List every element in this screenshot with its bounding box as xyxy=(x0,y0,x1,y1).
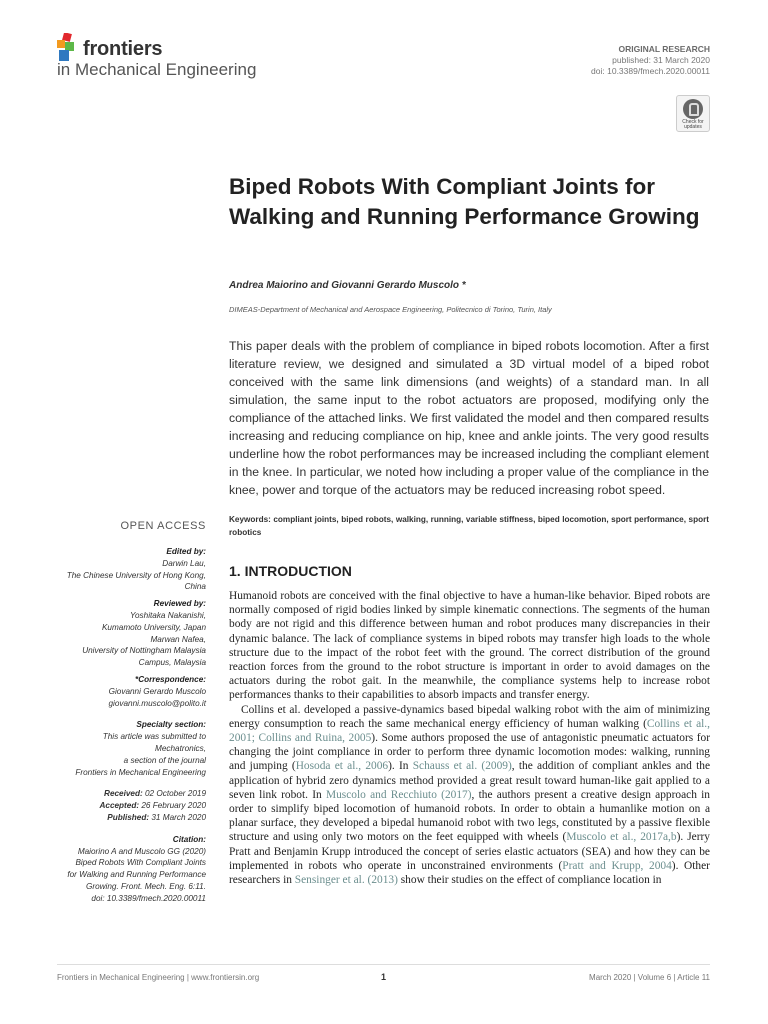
published-value: 31 March 2020 xyxy=(151,812,206,822)
citation-link[interactable]: Hosoda et al., 2006 xyxy=(295,760,389,773)
text-run: ). Some authors proposed the use of antagonistic pneumatic actuators for changing the joint compliance in order to perform three dynamic locomotion modes: walking, running and jumping ( xyxy=(229,732,710,773)
abstract: This paper deals with the problem of compliance in biped robots locomotion. After a first literature review, we designed and simulated a 3D virtual model of a biped robot conceived with the same link dimensions (and weights) of a standard man. In all simulation, the same input to the robot actuators are proposed, modifying only the compliance of the attached links. We first validated the model and then compared results increasing and reducing compliance on hip, knee and ankle joints. The very good results underline how the robot performances may be increased including the compliant element in the knee. In particular, we noted how including a proper value of the compliance in the knee, power and torque of the actuators may be reduced increasing robot speed. xyxy=(229,339,709,497)
received-date xyxy=(40,788,206,800)
specialty-line: a section of the journal xyxy=(123,755,206,765)
editor-line: China xyxy=(184,582,206,592)
affiliation: DIMEAS-Department of Mechanical and Aerospace Engineering, Politecnico di Torino, Turin, Italy xyxy=(229,305,552,314)
citation-line: Growing. Front. Mech. Eng. 6:11. xyxy=(86,881,206,891)
page-number: 1 xyxy=(381,972,387,982)
received-value: 02 October 2019 xyxy=(145,789,206,799)
open-access-label: OPEN ACCESS xyxy=(120,520,206,532)
reviewer-line: Campus, Malaysia xyxy=(138,658,206,668)
text-run: ). Other researchers in xyxy=(229,859,710,887)
correspondence-heading: *Correspondence: xyxy=(135,674,206,684)
brand-name: frontiers xyxy=(83,38,163,60)
article-title: Biped Robots With Compliant Joints for Walking and Running Performance Growing xyxy=(229,174,700,229)
specialty-section xyxy=(40,719,206,778)
correspondence-section xyxy=(40,674,206,709)
reviewer-line: University of Nottingham Malaysia xyxy=(82,646,206,656)
accepted-date xyxy=(40,800,206,812)
text-run: ). In xyxy=(388,760,413,773)
article-meta xyxy=(591,44,710,77)
specialty-line: This article was submitted to xyxy=(102,732,206,742)
citation-section xyxy=(40,834,206,905)
reviewer-line: Yoshitaka Nakanishi, xyxy=(129,610,206,620)
correspondence-name: Giovanni Gerardo Muscolo xyxy=(108,686,206,696)
authors: Andrea Maiorino and Giovanni Gerardo Muscolo * xyxy=(229,280,466,291)
article-type: ORIGINAL RESEARCH xyxy=(618,44,710,54)
journal-name: in Mechanical Engineering xyxy=(57,60,257,79)
article-doi[interactable]: doi: 10.3389/fmech.2020.00011 xyxy=(591,66,710,76)
section-heading-introduction: 1. INTRODUCTION xyxy=(229,563,352,579)
footer-journal[interactable]: Frontiers in Mechanical Engineering | www.frontiersin.org xyxy=(57,973,260,982)
check-for-updates-label: Check for updates xyxy=(682,119,704,130)
received-label: Received: xyxy=(104,789,143,799)
accepted-value: 26 February 2020 xyxy=(141,801,206,811)
edited-by-heading: Edited by: xyxy=(166,547,206,556)
specialty-heading: Specialty section: xyxy=(136,720,206,730)
text-run: Collins et al. developed a passive-dynamics based bipedal walking robot with the aim of minimizing energy consumption to reach the same mechanical energy efficiency of human walking ( xyxy=(229,703,710,730)
published-label: Published: xyxy=(107,812,150,822)
intro-paragraph-1: Humanoid robots are conceived with the final objective to have a human-like behavior. Biped robots are normally composed of rigid bodies linked by simple kinematic connections. The segments of the human body are not rigid and this difference between human and robot produces many discrepancies in their dynamic balance. The lack of compliance systems in biped robots may transfer high loads to the whole structure due to the impact of the robot feet with the ground. The correct distribution of the ground reaction forces from the ground to the robot structure is important in order to avoid damages on the actuators during the robot gait. In the meanwhile, the compliance systems help to increase robot performances thanks to their capabilities to absorb impacts and transfer energy. xyxy=(229,590,710,702)
introduction-body xyxy=(229,589,710,887)
intro-paragraph-2 xyxy=(229,703,710,888)
dates-section xyxy=(40,788,206,823)
article-sidebar xyxy=(40,546,206,910)
frontiers-logo-icon xyxy=(57,33,79,63)
reviewer-line: Kumamoto University, Japan xyxy=(101,622,206,632)
correspondence-email[interactable]: giovanni.muscolo@polito.it xyxy=(108,698,206,708)
editor-line: Darwin Lau, xyxy=(162,558,206,568)
footer-divider xyxy=(57,964,710,965)
citation-link[interactable]: Muscolo et al., 2017a,b xyxy=(566,831,677,844)
edited-by-section xyxy=(40,546,206,593)
published-date: published: 31 March 2020 xyxy=(612,55,710,65)
citation-line: for Walking and Running Performance xyxy=(67,870,206,880)
specialty-line: Mechatronics, xyxy=(155,743,206,753)
text-run: ). Jerry Pratt and Benjamin Krupp introduced the concept of series elastic actuators (SEA) and how they can be implemented in robots who operate in unconstrained environments ( xyxy=(229,831,710,872)
citation-line: Maiorino A and Muscolo GG (2020) xyxy=(77,846,206,856)
keywords: Keywords: compliant joints, biped robots, walking, running, variable stiffness, biped locomotion, sport performance, sport robotics xyxy=(229,515,709,537)
citation-link[interactable]: Pratt and Krupp, 2004 xyxy=(562,859,672,872)
editor-line: The Chinese University of Hong Kong, xyxy=(66,570,206,580)
text-run: , the authors present a creative design approach in order to simplify biped locomotion of humanoid robots. In order to obtain a humanlike motion on a planar surface, they developed a bipedal humanoid robot with two legs, constituted by a passive flexible structure and using only two motors on the feet equipped with wheels ( xyxy=(229,788,710,844)
bookmark-icon xyxy=(683,99,703,119)
text-run: , the addition of compliant ankles and the application of hybrid zero dynamics method provided a great result toward human-like gait applied to a seven link robot. In xyxy=(229,760,711,801)
reviewed-by-heading: Reviewed by: xyxy=(153,599,206,609)
check-for-updates-button[interactable] xyxy=(676,95,710,132)
published-date-sidebar xyxy=(40,812,206,824)
citation-heading: Citation: xyxy=(172,834,206,844)
footer-issue: March 2020 | Volume 6 | Article 11 xyxy=(589,973,710,982)
text-run: show their studies on the effect of compliance location in xyxy=(397,874,662,887)
citation-link[interactable]: Muscolo and Recchiuto (2017) xyxy=(325,788,472,801)
reviewer-line: Marwan Nafea, xyxy=(150,634,206,644)
citation-link[interactable]: Schauss et al. (2009) xyxy=(412,760,512,773)
citation-link[interactable]: Collins et al., 2001; Collins and Ruina, 2005 xyxy=(229,717,711,745)
citation-line: Biped Robots With Compliant Joints xyxy=(75,858,206,868)
accepted-label: Accepted: xyxy=(99,801,140,811)
citation-doi[interactable]: doi: 10.3389/fmech.2020.00011 xyxy=(91,893,206,903)
citation-link[interactable]: Sensinger et al. (2013) xyxy=(294,874,398,887)
specialty-line: Frontiers in Mechanical Engineering xyxy=(75,767,206,777)
reviewed-by-section xyxy=(40,598,206,669)
